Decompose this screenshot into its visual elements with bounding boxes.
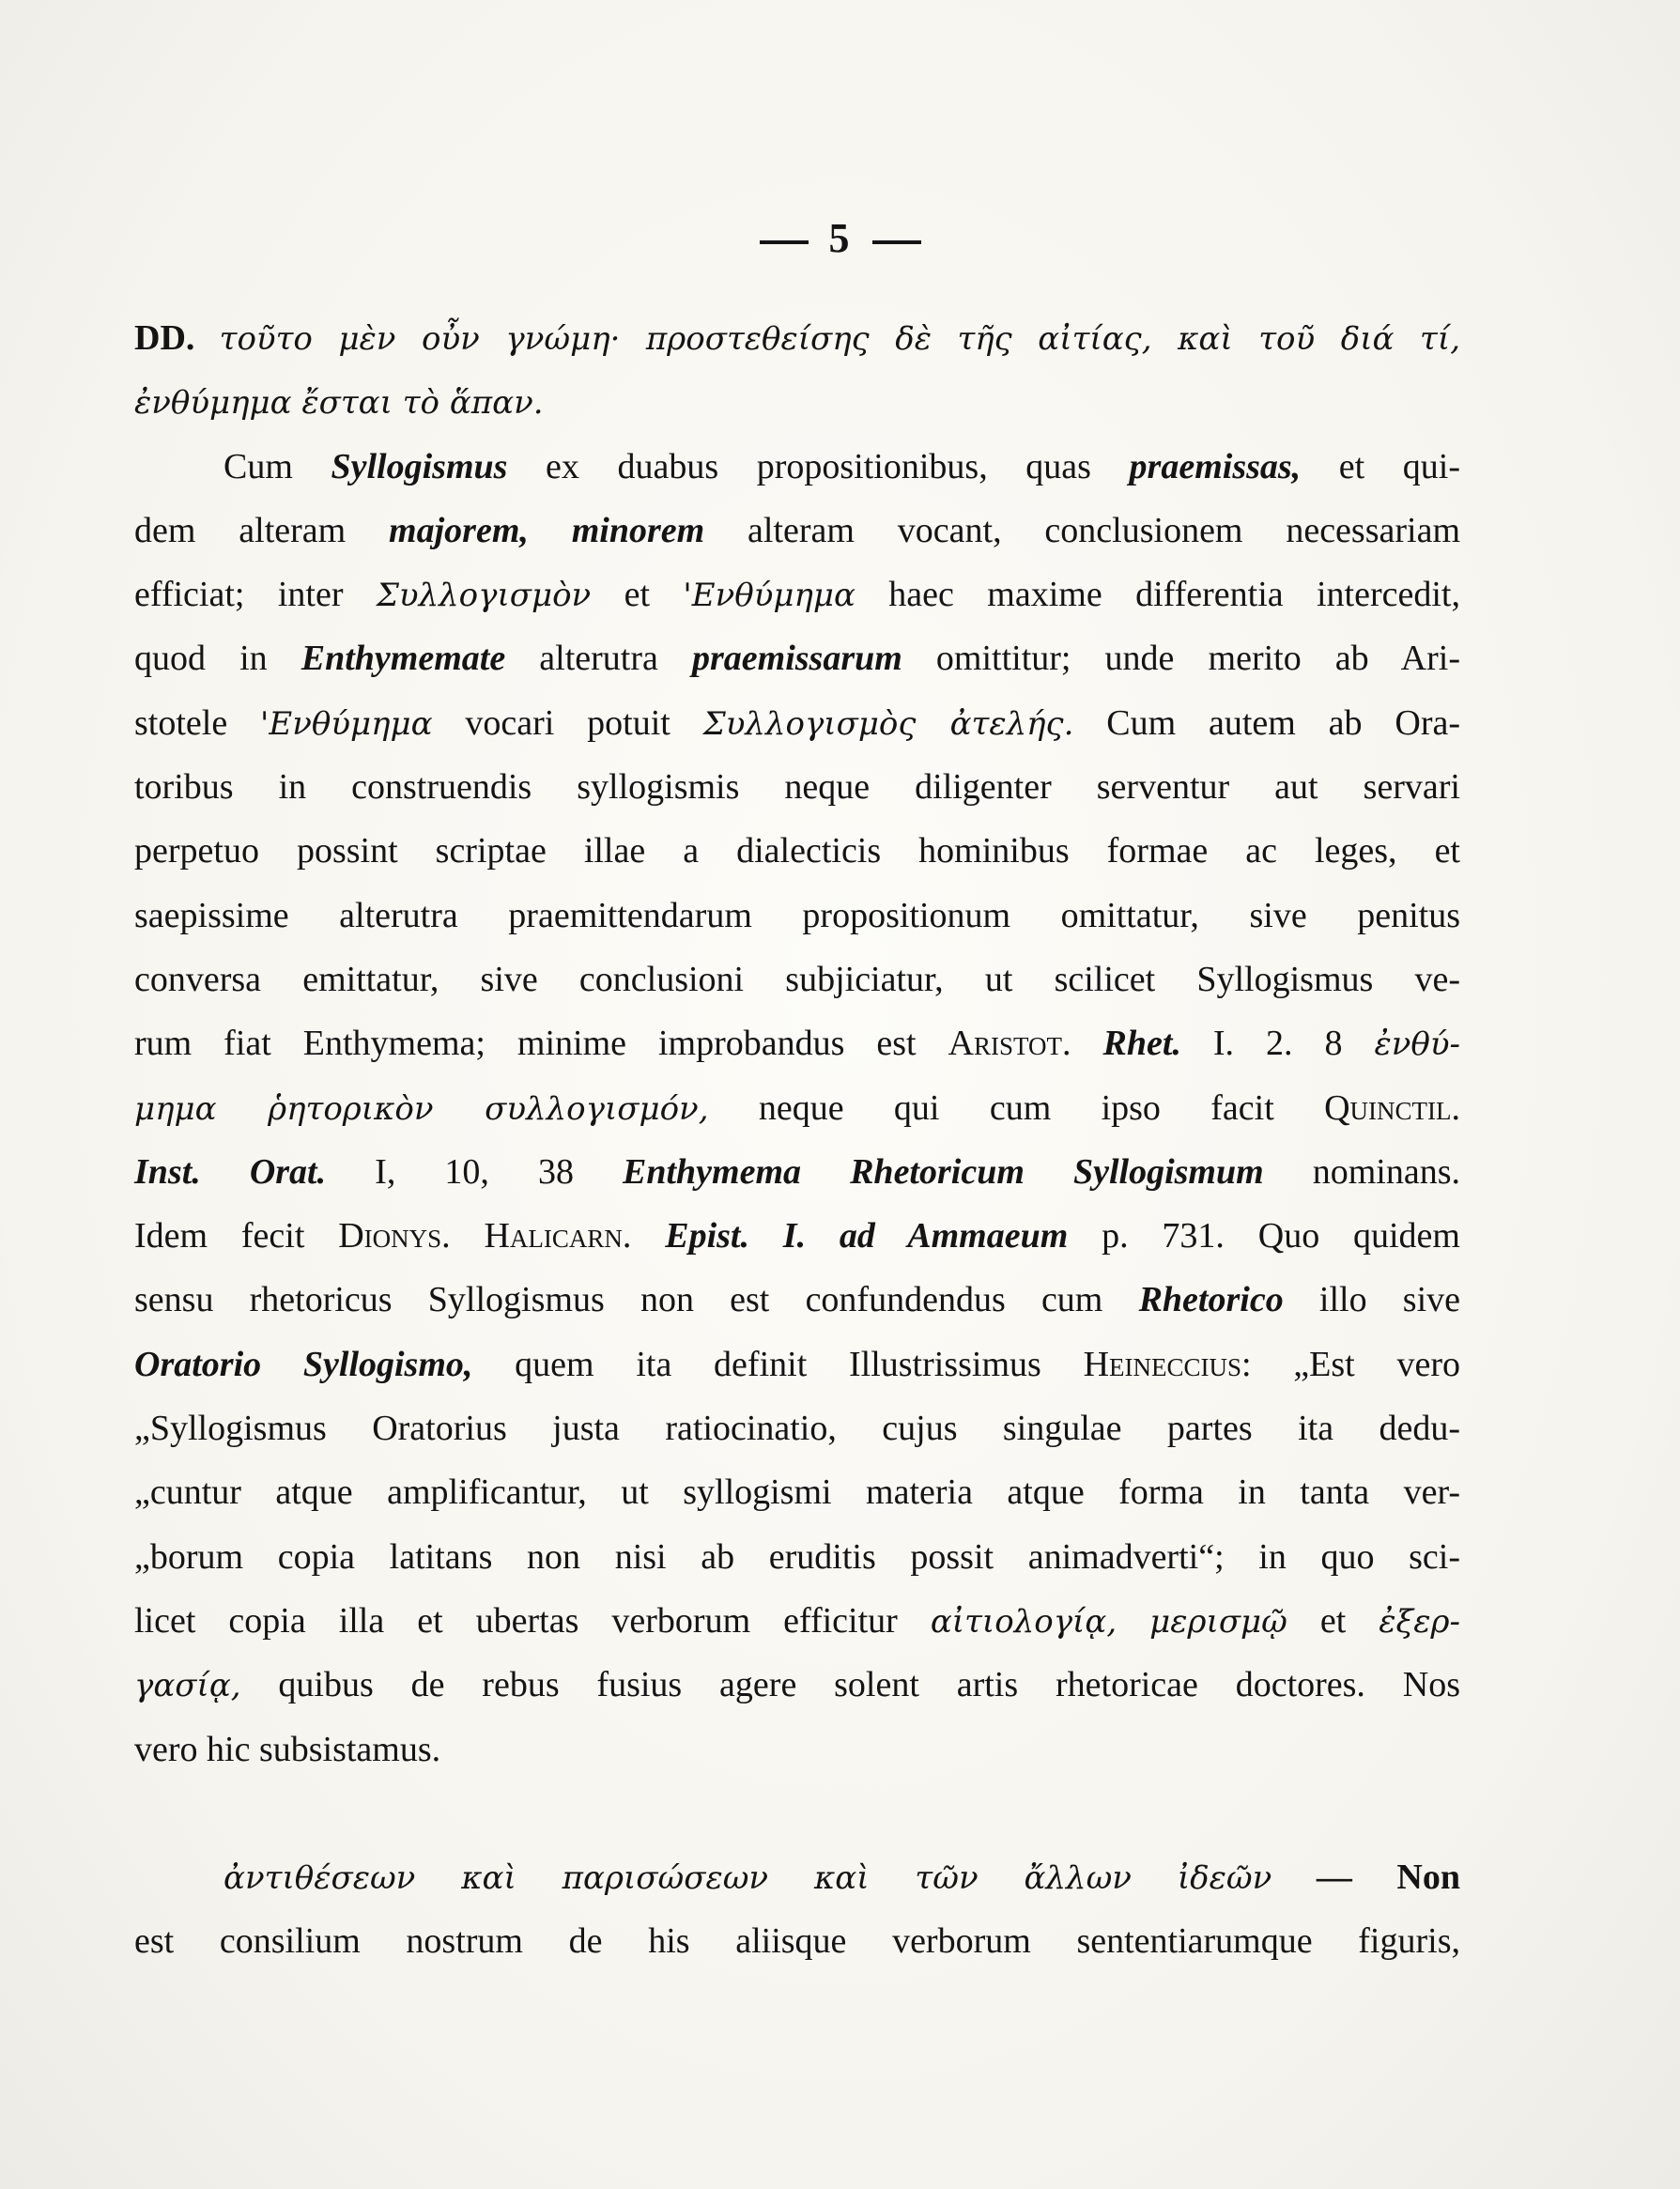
emphasis: Enthymemate [301,639,506,679]
greek-quote: τοῦτο μὲν οὖν γνώμη· προστεθείσης δὲ τῆς αἰτίας, καὶ τοῦ διά τί, [219,320,1461,358]
text-line [134,1333,1460,1396]
text-span: est consilium nostrum de his aliisque verborum sententiarumque figuris, [134,1921,1460,1962]
author-name: Aristot. [948,1024,1071,1064]
text-span [1071,1024,1103,1063]
text-line [134,1140,1460,1204]
text-line [134,1396,1460,1460]
text-span: nominans. [1263,1151,1460,1192]
author-name: Dionys. Halicarn. [338,1216,632,1256]
greek-word: μερισμῷ [1149,1602,1287,1641]
greek-word: 'Ενθύμημα [683,577,855,615]
text-line [134,1589,1460,1653]
text-span: perpetuo possint scriptae illae a dialecticis hominibus formae ac leges, et [134,831,1460,871]
text-span: illo sive [1283,1280,1460,1320]
text-line [134,755,1460,819]
citation: Rhet. [1102,1024,1181,1064]
text-span: rum fiat Enthymema; minime improbandus est [134,1024,948,1064]
text-span: et [591,575,684,615]
text-span: quem ita definit Illustrissimus [472,1344,1084,1384]
text-line [134,1845,1460,1909]
text-line [134,884,1460,948]
emphasis: majorem, [389,510,529,550]
text-line [134,819,1460,883]
text-span: „cuntur atque amplificantur, ut syllogismi materia atque forma in tanta ver- [134,1472,1460,1513]
text-line [134,1653,1460,1717]
text-span: Cum [223,446,331,486]
text-span: toribus in construendis syllogismis neque diligenter serventur aut servari [134,767,1460,808]
greek-quote: μημα ῥητορικὸν συλλογισμόν, [134,1089,709,1128]
header-dash-left [760,240,809,244]
text-span: vero hic subsistamus. [134,1729,441,1769]
emphasis: Enthymema Rhetoricum Syllogismum [623,1151,1264,1192]
text-span: dem alteram [134,510,390,550]
emphasis: Rhetorico [1138,1280,1284,1320]
page-number: 5 [828,215,852,261]
text-span: quod in [134,639,301,679]
text-line [134,691,1460,755]
text-span: „borum copia latitans non nisi ab eruditis possit animadverti“; in quo sci- [134,1536,1460,1577]
text-line [134,499,1460,563]
body-text [134,306,1460,1973]
greek-word: ἐξερ- [1379,1602,1460,1641]
text-span: conversa emittatur, sive conclusioni subjiciatur, ut scilicet Syllogismus ve- [134,959,1460,999]
text-span: alterutra [505,639,692,679]
text-span: quibus de rebus fusius agere solent artis rhetoricae doctores. Nos [240,1665,1460,1705]
text-line [134,626,1460,690]
emphasis: Syllogismus [331,446,508,486]
text-line [134,1525,1460,1589]
greek-word: γασίᾳ, [134,1667,241,1705]
text-span: efficiat; inter [134,575,377,615]
emphasis: praemissarum [691,639,902,679]
text-span: et [1287,1600,1379,1641]
text-span: haec maxime differentia intercedit, [855,575,1460,615]
paragraph-gap [134,1781,1460,1845]
text-line [134,1460,1460,1524]
emphasis: minorem [571,510,705,550]
speaker-label: DD. [134,318,195,358]
text-span: omittitur; unde merito ab Ari- [902,639,1460,679]
text-span [631,1216,665,1256]
text-span: „Est vero [1251,1344,1461,1384]
text-line [134,563,1460,626]
author-name: Quinctil. [1324,1087,1460,1128]
text-line [134,435,1460,499]
greek-quote: ἐνθύμημα ἔσται τὸ ἅπαν. [134,384,544,423]
text-span: Cum autem ab Ora- [1073,702,1460,743]
text-span: licet copia illa et ubertas verborum efficitur [134,1600,931,1641]
text-span [194,318,219,358]
emphasis: Oratorio Syllogismo, [134,1344,473,1384]
greek-word: αἰτιολογίᾳ, [930,1602,1117,1641]
text-line [134,370,1460,434]
greek-word: Συλλογισμὸς ἀτελής. [702,704,1074,743]
greek-lemma: ἀντιθέσεων καὶ παρισώσεων καὶ τῶν ἄλλων ἰδεῶν [223,1858,1272,1897]
author-name: Heineccius: [1083,1344,1252,1384]
citation: Inst. Orat. [134,1151,327,1192]
text-span [1117,1601,1149,1641]
citation: Epist. I. ad Ammaeum [665,1216,1069,1256]
text-line [134,1268,1460,1332]
text-span: „Syllogismus Oratorius justa ratiocinatio, cujus singulae partes ita dedu- [134,1409,1460,1449]
emphasis: praemissas, [1129,446,1302,486]
page-header [0,214,1680,262]
text-span: I, 10, 38 [326,1151,624,1192]
text-span: p. 731. Quo quidem [1068,1216,1460,1256]
header-dash-right [872,240,921,244]
text-line [134,1011,1460,1075]
text-span: ex duabus propositionibus, quas [507,446,1130,486]
greek-word: Συλλογισμὸν [376,577,592,615]
text-span: I. 2. 8 [1180,1024,1375,1064]
text-span: vocari potuit [432,702,703,743]
text-line [134,948,1460,1011]
text-span: alteram vocant, conclusionem necessariam [704,510,1461,550]
text-line [134,1718,1460,1781]
greek-word: ἐνθύ- [1374,1025,1460,1064]
text-span: Idem fecit [134,1216,339,1256]
text-span: neque qui cum ipso facit [708,1087,1325,1128]
text-span: et qui- [1301,446,1461,486]
text-line [134,1204,1460,1268]
text-line [134,1076,1460,1140]
text-line [134,1909,1460,1973]
text-span: — Non [1272,1857,1460,1897]
text-span: sensu rhetoricus Syllogismus non est confundendus cum [134,1280,1139,1320]
text-span: stotele [134,702,261,743]
text-span: saepissime alterutra praemittendarum propositionum omittatur, sive penitus [134,895,1460,935]
greek-word: 'Ενθύμημα [260,704,433,743]
text-span [529,511,572,550]
text-line [134,306,1460,370]
